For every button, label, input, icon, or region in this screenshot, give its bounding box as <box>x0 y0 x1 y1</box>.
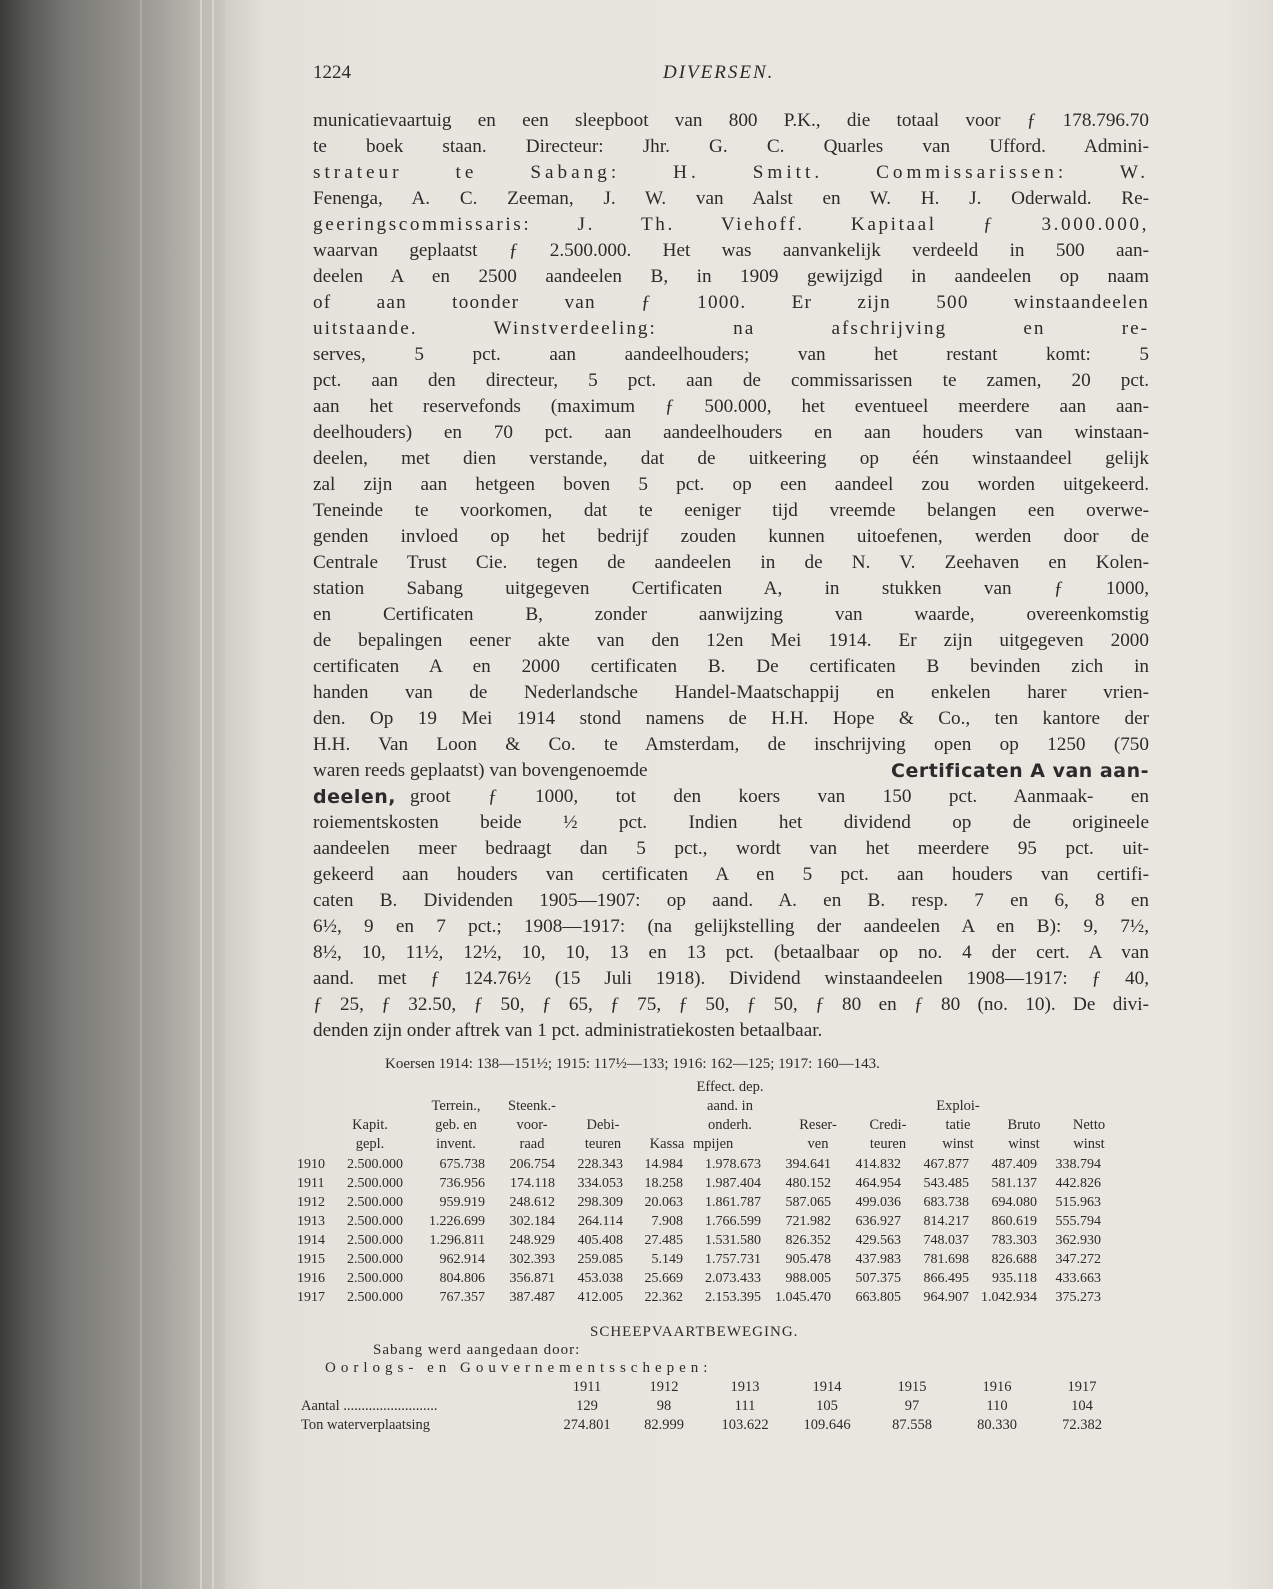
table-cell: 274.801 <box>563 1417 611 1433</box>
table-cell: 82.999 <box>644 1417 684 1433</box>
header-line: Terrein., <box>431 1098 481 1114</box>
table-cell: 129 <box>576 1398 598 1414</box>
col-header-netto <box>1057 1116 1121 1154</box>
table-cell: 814.217 <box>923 1214 969 1229</box>
table-cell: 2.500.000 <box>347 1271 403 1286</box>
table-cell: 1914 <box>812 1379 842 1395</box>
table-cell: 334.053 <box>577 1176 623 1191</box>
table-cell: 338.794 <box>1055 1157 1101 1172</box>
table-cell: 1.861.787 <box>705 1195 761 1210</box>
table-cell: 1913 <box>730 1379 760 1395</box>
table-cell: 111 <box>734 1398 756 1414</box>
text-fragment: waren reeds geplaatst) van bovengenoemde <box>313 760 648 781</box>
table-cell: 783.303 <box>991 1233 1037 1248</box>
table-cell: 302.393 <box>509 1252 555 1267</box>
header-line: winst <box>942 1136 974 1152</box>
table-cell: 781.698 <box>923 1252 969 1267</box>
table-cell: 27.485 <box>644 1233 683 1248</box>
table-cell: 429.563 <box>855 1233 901 1248</box>
table-cell: 721.982 <box>785 1214 831 1229</box>
table-cell: 1916 <box>982 1379 1012 1395</box>
koersen-line: Koersen 1914: 138—151½; 1915: 117½—133; 1916: 162—125; 1917: 160—143. <box>385 1056 880 1072</box>
table-cell: 405.408 <box>577 1233 623 1248</box>
row-year: 1915 <box>297 1252 325 1267</box>
table-cell: 905.478 <box>785 1252 831 1267</box>
text-line: strateur te Sabang: H. Smitt. Commissarissen: W. <box>313 162 1149 183</box>
table-cell: 804.806 <box>439 1271 485 1286</box>
header-line: Reser- <box>799 1117 837 1133</box>
table-cell: 5.149 <box>651 1252 683 1267</box>
table-cell: 356.871 <box>509 1271 555 1286</box>
row-year: 1911 <box>297 1176 325 1191</box>
text-line: Fenenga, A. C. Zeeman, J. W. van Aalst en W. H. J. Oderwald. Re- <box>313 188 1149 209</box>
text-line: certificaten A en 2000 certificaten B. De certificaten B bevinden zich in <box>313 656 1149 677</box>
table-cell: 259.085 <box>577 1252 623 1267</box>
table-row <box>295 1212 1103 1231</box>
text-line: denden zijn onder aftrek van 1 pct. administratiekosten betaalbaar. <box>313 1020 823 1041</box>
page-number: 1224 <box>313 62 351 83</box>
text-line: geeringscommissaris: J. Th. Viehoff. Kapitaal ƒ 3.000.000, <box>313 214 1149 235</box>
table-cell: 375.273 <box>1055 1290 1101 1305</box>
col-header-reser <box>783 1116 853 1154</box>
text-line: roiementskosten beide ½ pct. Indien het dividend op de origineele <box>313 812 1149 833</box>
page-title: DIVERSEN. <box>663 62 775 83</box>
header-line: Netto <box>1072 1117 1106 1133</box>
table-cell: 2.500.000 <box>347 1214 403 1229</box>
table-cell: 1912 <box>649 1379 679 1395</box>
text-line: Centrale Trust Cie. tegen de aandeelen in de N. V. Zeehaven en Kolen- <box>313 552 1149 573</box>
text-line <box>313 784 1149 810</box>
col-header-terrein <box>415 1097 497 1154</box>
text-line: municatievaartuig en een sleepboot van 800 P.K., die totaal voor ƒ 178.796.70 <box>313 110 1149 131</box>
text-line: aandeelen meer bedraagt dan 5 pct., wordt van het meerdere 95 pct. uit- <box>313 838 1149 859</box>
text-line: waarvan geplaatst ƒ 2.500.000. Het was aanvankelijk verdeeld in 500 aan- <box>313 240 1149 261</box>
header-line: Credi- <box>869 1117 907 1133</box>
text-line: en Certificaten B, zonder aanwijzing van waarde, overeenkomstig <box>313 604 1149 625</box>
table-cell: 499.036 <box>855 1195 901 1210</box>
financial-table <box>295 1155 1103 1307</box>
header-line: teuren <box>584 1136 622 1152</box>
table-cell: 988.005 <box>785 1271 831 1286</box>
col-header-exploi <box>923 1097 993 1154</box>
row-year: 1917 <box>297 1290 325 1305</box>
bold-heading: Certificaten A van aan- <box>891 760 1149 782</box>
book-page <box>225 0 1273 1589</box>
section-subheading: Oorlogs- en Gouvernementsschepen: <box>325 1360 713 1376</box>
table-cell: 14.984 <box>644 1157 683 1172</box>
header-line: raad <box>519 1136 545 1152</box>
table-cell: 826.688 <box>991 1252 1037 1267</box>
table-cell: 248.612 <box>509 1195 555 1210</box>
header-line: ven <box>807 1136 829 1152</box>
table-cell: 20.063 <box>644 1195 683 1210</box>
table-cell: 412.005 <box>577 1290 623 1305</box>
text-line: te boek staan. Directeur: Jhr. G. C. Quarles van Ufford. Admini- <box>313 136 1149 157</box>
text-line: deelen, met dien verstande, dat de uitkeering op één winstaandeel gelijk <box>313 448 1149 469</box>
table-cell: 110 <box>986 1398 1008 1414</box>
col-header-debi <box>569 1116 637 1154</box>
table-cell: 464.954 <box>855 1176 901 1191</box>
table-cell: 302.184 <box>509 1214 555 1229</box>
table-cell: 174.118 <box>510 1176 555 1191</box>
table-row <box>295 1193 1103 1212</box>
table-cell: 109.646 <box>803 1417 851 1433</box>
text-line: 6½, 9 en 7 pct.; 1908—1917: (na gelijkstelling der aandeelen A en B): 9, 7½, <box>313 916 1149 937</box>
header-line: teuren <box>869 1136 907 1152</box>
table-cell: 72.382 <box>1062 1417 1102 1433</box>
header-line: tatie <box>945 1117 971 1133</box>
table-cell: 1911 <box>572 1379 602 1395</box>
text-line: Teneinde te voorkomen, dat te eeniger tijd vreemde belangen een overwe- <box>313 500 1149 521</box>
table-cell: 22.362 <box>644 1290 683 1305</box>
table-cell: 675.738 <box>439 1157 485 1172</box>
text-line: pct. aan den directeur, 5 pct. aan de commissarissen te zamen, 20 pct. <box>313 370 1149 391</box>
table-cell: 767.357 <box>439 1290 485 1305</box>
header-line: gepl. <box>355 1136 385 1152</box>
table-cell: 97 <box>904 1398 920 1414</box>
bold-heading: deelen, <box>313 786 397 808</box>
header-line: Bruto <box>1007 1117 1041 1133</box>
table-cell: 507.375 <box>855 1271 901 1286</box>
text-line: H.H. Van Loon & Co. te Amsterdam, de inschrijving open op 1250 (750 <box>313 734 1149 755</box>
table-cell: 587.065 <box>785 1195 831 1210</box>
table-cell: 1.757.731 <box>705 1252 761 1267</box>
table-row <box>295 1269 1103 1288</box>
table-cell: 2.500.000 <box>347 1252 403 1267</box>
table-cell: 1.042.934 <box>981 1290 1037 1305</box>
table-row <box>301 1397 1125 1416</box>
table-cell: 2.500.000 <box>347 1157 403 1172</box>
text-line: station Sabang uitgegeven Certificaten A, in stukken van ƒ 1000, <box>313 578 1149 599</box>
table-cell: 87.558 <box>892 1417 932 1433</box>
table-cell: 866.495 <box>923 1271 969 1286</box>
text-line: de bepalingen eener akte van den 12en Mei 1914. Er zijn uitgegeven 2000 <box>313 630 1149 651</box>
row-label: Ton waterverplaatsing <box>301 1417 431 1433</box>
table-cell: 1915 <box>897 1379 927 1395</box>
header-line: invent. <box>436 1136 476 1152</box>
table-cell: 80.330 <box>977 1417 1017 1433</box>
table-cell: 347.272 <box>1055 1252 1101 1267</box>
table-cell: 748.037 <box>923 1233 969 1248</box>
table-row <box>301 1416 1125 1435</box>
text-line: ƒ 25, ƒ 32.50, ƒ 50, ƒ 65, ƒ 75, ƒ 50, ƒ 50, ƒ 80 en ƒ 80 (no. 10). De divi- <box>313 994 1149 1015</box>
text-line: serves, 5 pct. aan aandeelhouders; van het restant komt: 5 <box>313 344 1149 365</box>
text-line: den. Op 19 Mei 1914 stond namens de H.H. Hope & Co., ten kantore der <box>313 708 1149 729</box>
table-cell: 264.114 <box>578 1214 623 1229</box>
col-header-steenk <box>497 1097 567 1154</box>
table-cell: 248.929 <box>509 1233 555 1248</box>
header-line: onderh. <box>708 1117 752 1133</box>
text-line: handen van de Nederlandsche Handel-Maatschappij en enkelen harer vrien- <box>313 682 1149 703</box>
section-subtitle: Sabang werd aangedaan door: <box>373 1342 581 1358</box>
table-cell: 959.919 <box>439 1195 485 1210</box>
text-line: zal zijn aan hetgeen boven 5 pct. op een aandeel zou worden uitgekeerd. <box>313 474 1149 495</box>
table-cell: 298.309 <box>577 1195 623 1210</box>
text-line: of aan toonder van ƒ 1000. Er zijn 500 winstaandeelen <box>313 292 1149 313</box>
header-line: aand. in <box>707 1098 753 1114</box>
table-cell: 683.738 <box>923 1195 969 1210</box>
text-line: uitstaande. Winstverdeeling: na afschrijving en re- <box>313 318 1149 339</box>
table-cell: 964.907 <box>923 1290 969 1305</box>
row-year: 1916 <box>297 1271 325 1286</box>
header-line: Effect. dep. <box>696 1079 764 1095</box>
table-cell: 228.343 <box>577 1157 623 1172</box>
table-cell: 103.622 <box>721 1417 769 1433</box>
table-cell: 826.352 <box>785 1233 831 1248</box>
table-cell: 98 <box>656 1398 672 1414</box>
table-cell: 2.500.000 <box>347 1233 403 1248</box>
table-row <box>295 1174 1103 1193</box>
table-cell: 736.956 <box>439 1176 485 1191</box>
body-text <box>313 108 1149 1044</box>
table-cell: 7.908 <box>651 1214 683 1229</box>
table-cell: 467.877 <box>923 1157 969 1172</box>
table-cell: 2.153.395 <box>705 1290 761 1305</box>
text-line: genden invloed op het bedrijf zouden kunnen uitoefenen, werden door de <box>313 526 1149 547</box>
col-header-credi <box>853 1116 923 1154</box>
col-header-kapit <box>335 1116 405 1154</box>
text-line: deelhouders) en 70 pct. aan aandeelhouders en aan houders van winstaan- <box>313 422 1149 443</box>
table-cell: 433.663 <box>1055 1271 1101 1286</box>
table-row <box>295 1155 1103 1174</box>
table-cell: 1.978.673 <box>705 1157 761 1172</box>
table-cell: 555.794 <box>1055 1214 1101 1229</box>
table-cell: 1.531.580 <box>705 1233 761 1248</box>
table-cell: 2.500.000 <box>347 1290 403 1305</box>
table-cell: 962.914 <box>439 1252 485 1267</box>
table-cell: 581.137 <box>991 1176 1037 1191</box>
text-line <box>313 758 1149 784</box>
text-line: gekeerd aan houders van certificaten A en 5 pct. aan houders van certifi- <box>313 864 1149 885</box>
row-year: 1910 <box>297 1157 325 1172</box>
table-cell: 487.409 <box>991 1157 1037 1172</box>
col-header-bruto <box>991 1116 1057 1154</box>
text-line: aand. met ƒ 124.76½ (15 Juli 1918). Dividend winstaandeelen 1908—1917: ƒ 40, <box>313 968 1149 989</box>
table-cell: 694.080 <box>991 1195 1037 1210</box>
table-cell: 442.826 <box>1055 1176 1101 1191</box>
row-year: 1914 <box>297 1233 325 1248</box>
text-line: aan het reservefonds (maximum ƒ 500.000, het eventueel meerdere aan aan- <box>313 396 1149 417</box>
table-row <box>295 1250 1103 1269</box>
table-cell: 104 <box>1071 1398 1093 1414</box>
table-cell: 1.766.599 <box>705 1214 761 1229</box>
text-line: deelen A en 2500 aandeelen B, in 1909 gewijzigd in aandeelen op naam <box>313 266 1149 287</box>
running-head <box>313 62 1213 92</box>
table-cell: 1917 <box>1067 1379 1097 1395</box>
text-fragment: groot ƒ 1000, tot den koers van 150 pct. Aanmaak- en <box>410 786 1149 807</box>
table-cell: 480.152 <box>785 1176 831 1191</box>
text-line: caten B. Dividenden 1905—1907: op aand. A. en B. resp. 7 en 6, 8 en <box>313 890 1149 911</box>
row-label <box>301 1378 551 1397</box>
table-cell: 394.641 <box>785 1157 831 1172</box>
table-row <box>295 1231 1103 1250</box>
header-line: Debi- <box>586 1117 620 1133</box>
header-line: winst <box>1073 1136 1105 1152</box>
table-cell: 25.669 <box>644 1271 683 1286</box>
header-line: Kapit. <box>352 1117 388 1133</box>
table-cell: 935.118 <box>992 1271 1037 1286</box>
text-line: 8½, 10, 11½, 12½, 10, 10, 13 en 13 pct. (betaalbaar op no. 4 der cert. A van <box>313 942 1149 963</box>
table-cell: 515.963 <box>1055 1195 1101 1210</box>
table-cell: 1.987.404 <box>705 1176 761 1191</box>
table-cell: 2.500.000 <box>347 1195 403 1210</box>
book-edge <box>0 0 225 1589</box>
table-cell: 387.487 <box>509 1290 555 1305</box>
year-header-row <box>301 1378 1125 1397</box>
section-title: SCHEEPVAARTBEWEGING. <box>590 1324 799 1340</box>
header-line: geb. en <box>435 1117 477 1133</box>
col-header-effect <box>675 1078 785 1154</box>
table-cell: 636.927 <box>855 1214 901 1229</box>
table-row <box>295 1288 1103 1307</box>
header-line: Kassa <box>649 1136 685 1152</box>
header-line: mpijen <box>693 1136 734 1152</box>
table-cell: 663.805 <box>855 1290 901 1305</box>
header-line: voor- <box>516 1117 548 1133</box>
row-year: 1913 <box>297 1214 325 1229</box>
table-cell: 414.832 <box>855 1157 901 1172</box>
header-line: Steenk.- <box>508 1098 556 1114</box>
table-cell: 860.619 <box>991 1214 1037 1229</box>
table-cell: 362.930 <box>1055 1233 1101 1248</box>
table-cell: 1.226.699 <box>429 1214 485 1229</box>
table-cell: 453.038 <box>577 1271 623 1286</box>
header-line: winst <box>1008 1136 1040 1152</box>
table-cell: 1.045.470 <box>775 1290 831 1305</box>
table-cell: 2.073.433 <box>705 1271 761 1286</box>
table-cell: 437.983 <box>855 1252 901 1267</box>
table-cell: 206.754 <box>509 1157 555 1172</box>
row-label: Aantal .......................... <box>301 1398 438 1414</box>
table-cell: 105 <box>816 1398 838 1414</box>
table-cell: 1.296.811 <box>429 1233 485 1248</box>
table-cell: 2.500.000 <box>347 1176 403 1191</box>
header-line: Exploi- <box>936 1098 980 1114</box>
row-year: 1912 <box>297 1195 325 1210</box>
table-cell: 18.258 <box>644 1176 683 1191</box>
shipping-table <box>301 1378 1125 1435</box>
table-cell: 543.485 <box>923 1176 969 1191</box>
